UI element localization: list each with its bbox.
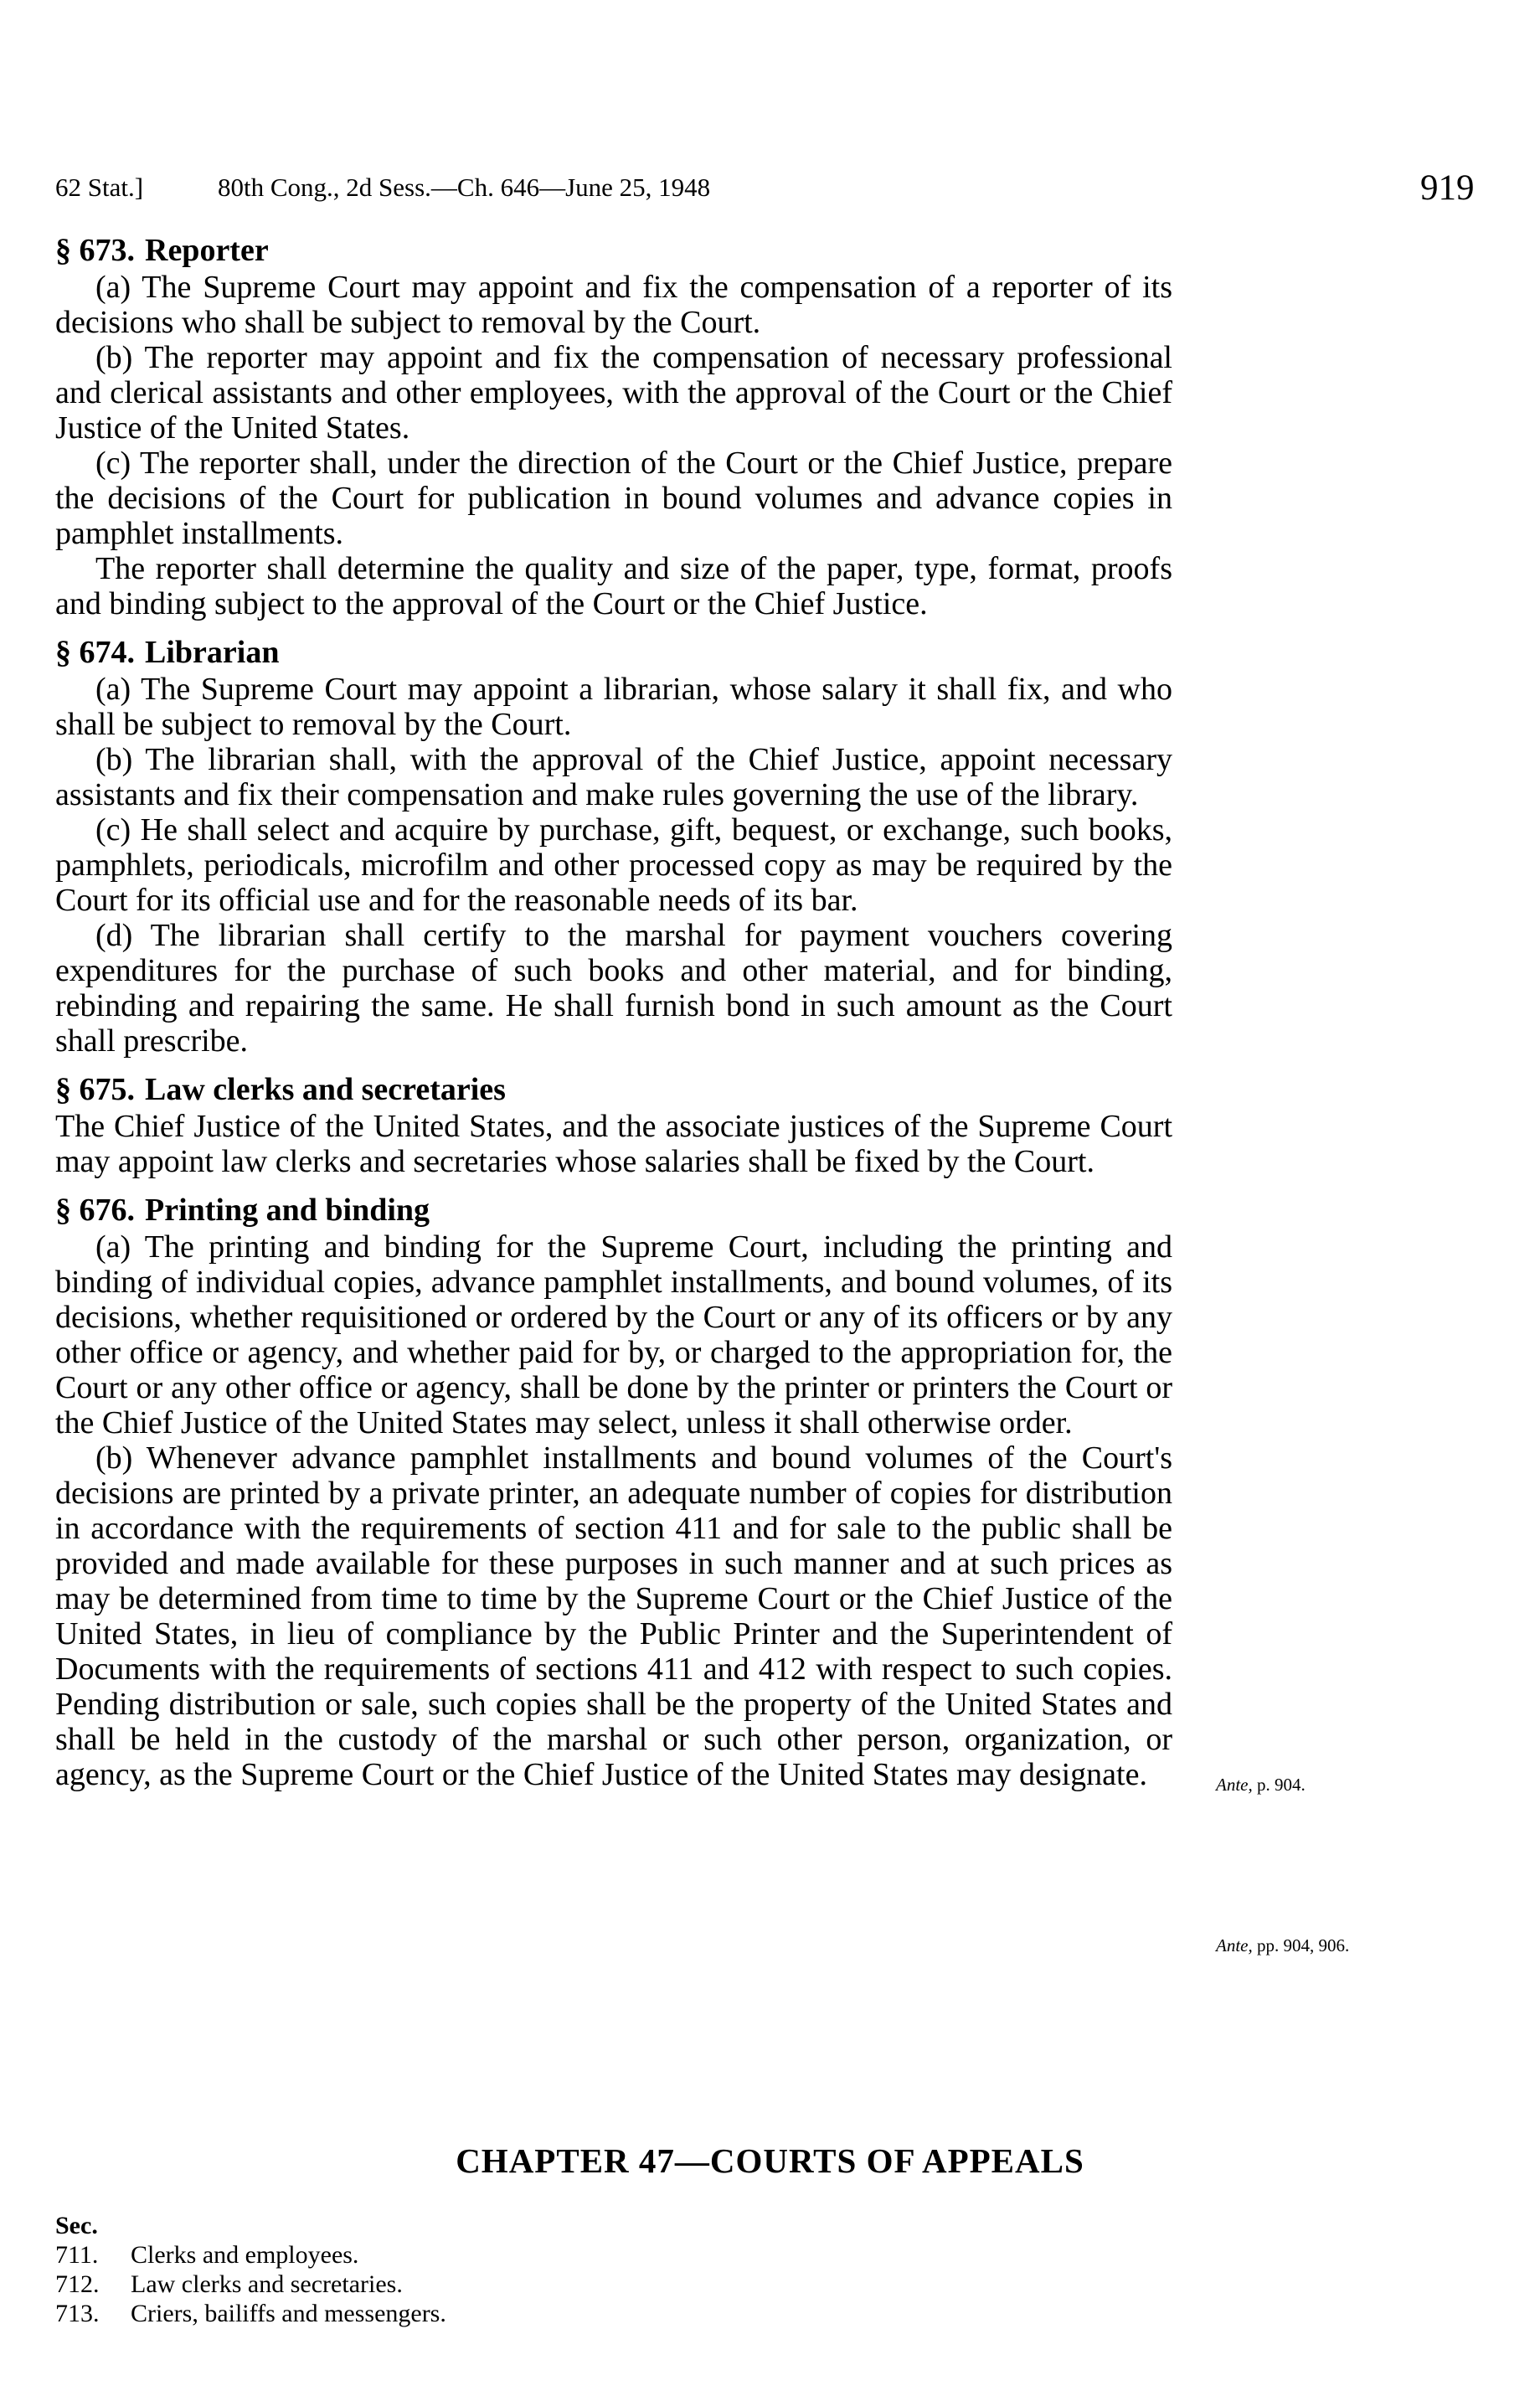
- paragraph: (d) The librarian shall certify to the marshal for payment vouchers covering expenditures for the purchase of such books and other material, and for binding, rebinding and repairing the same. He shall furnish bond in such amount as the Court shall prescribe.: [55, 918, 1172, 1059]
- toc-item-number: 711.: [55, 2241, 99, 2269]
- section-heading: [55, 1191, 1172, 1229]
- chapter-contents: [55, 2211, 446, 2328]
- toc-item-label: Clerks and employees.: [131, 2241, 359, 2269]
- chapter-heading: CHAPTER 47—COURTS OF APPEALS: [456, 2141, 1084, 2180]
- paragraph: (a) The Supreme Court may appoint and fix the compensation of a reporter of its decisions who shall be subject to removal by the Court.: [55, 270, 1172, 340]
- section-title: Law clerks and secretaries: [145, 1072, 506, 1107]
- paragraph: (b) The librarian shall, with the approval of the Chief Justice, appoint necessary assistants and fix their compensation and make rules governing the use of the library.: [55, 742, 1172, 812]
- margin-note-text: p. 904.: [1252, 1775, 1306, 1795]
- section-title: Printing and binding: [145, 1193, 430, 1228]
- page-body: [55, 231, 1172, 1792]
- paragraph: (b) Whenever advance pamphlet installments and bound volumes of the Court's decisions are printed by a private printer, an adequate number of copies for distribution in accordance with the requirements of section 411 and for sale to the public shall be provided and made available for these purposes in such manner and at such prices as may be determined from time to time by the Supreme Court or the Chief Justice of the United States, in lieu of compliance by the Public Printer and the Superintendent of Documents with the requirements of sections 411 and 412 with respect to such copies. Pending distribution or sale, such copies shall be the property of the United States and shall be held in the custody of the marshal or such other person, organization, or agency, as the Supreme Court or the Chief Justice of the United States may designate.: [55, 1440, 1172, 1792]
- margin-note-italic: Ante,: [1216, 1935, 1253, 1955]
- page-number: 919: [1420, 168, 1475, 208]
- margin-note-italic: Ante,: [1216, 1775, 1253, 1795]
- toc-item-label: Criers, bailiffs and messengers.: [131, 2300, 446, 2327]
- toc-heading: Sec.: [55, 2212, 98, 2239]
- paragraph: (a) The printing and binding for the Supreme Court, including the printing and binding of individual copies, advance pamphlet installments, and bound volumes, of its decisions, whether requisitioned or ordered by the Court or any of its officers or by any other office or agency, and whether paid for by, or charged to the appropriation for, the Court or any other office or agency, shall be done by the printer or printers the Court or the Chief Justice of the United States may select, unless it shall otherwise order.: [55, 1229, 1172, 1440]
- section-title: Librarian: [145, 635, 280, 670]
- section-number: § 676.: [55, 1193, 135, 1228]
- paragraph: (c) The reporter shall, under the direction of the Court or the Chief Justice, prepare the decisions of the Court for publication in bound volumes and advance copies in pamphlet installments.: [55, 446, 1172, 551]
- running-head-center: 80th Cong., 2d Sess.—Ch. 646—June 25, 1948: [218, 173, 711, 202]
- paragraph: The Chief Justice of the United States, and the associate justices of the Supreme Court may appoint law clerks and secretaries whose salaries shall be fixed by the Court.: [55, 1109, 1172, 1179]
- section-heading: [55, 1070, 1172, 1109]
- running-head-left: 62 Stat.]: [55, 173, 144, 202]
- paragraph: (a) The Supreme Court may appoint a librarian, whose salary it shall fix, and who shall be subject to removal by the Court.: [55, 672, 1172, 742]
- section-676: [55, 1191, 1172, 1792]
- section-number: § 675.: [55, 1072, 135, 1107]
- section-number: § 674.: [55, 635, 135, 670]
- margin-note-ante-p904: [1216, 1774, 1492, 1796]
- paragraph: The reporter shall determine the quality and size of the paper, type, format, proofs and binding subject to the approval of the Court or the Chief Justice.: [55, 551, 1172, 621]
- section-number: § 673.: [55, 233, 135, 268]
- toc-item-number: 713.: [55, 2300, 100, 2327]
- toc-item: [55, 2240, 446, 2270]
- section-673: [55, 231, 1172, 621]
- paragraph: (b) The reporter may appoint and fix the compensation of necessary professional and clerical assistants and other employees, with the approval of the Court or the Chief Justice of the United States.: [55, 340, 1172, 446]
- section-title: Reporter: [145, 233, 269, 268]
- toc-item-label: Law clerks and secretaries.: [131, 2270, 403, 2298]
- toc-item: [55, 2270, 446, 2299]
- toc-item: [55, 2299, 446, 2328]
- section-heading: [55, 633, 1172, 672]
- section-675: [55, 1070, 1172, 1179]
- section-heading: [55, 231, 1172, 270]
- margin-note-text: pp. 904, 906.: [1252, 1935, 1350, 1955]
- margin-note-ante-pp904-906: [1216, 1935, 1492, 1956]
- toc-item-number: 712.: [55, 2270, 100, 2298]
- paragraph: (c) He shall select and acquire by purchase, gift, bequest, or exchange, such books, pamphlets, periodicals, microfilm and other processed copy as may be required by the Court for its official use and for the reasonable needs of its bar.: [55, 812, 1172, 918]
- section-674: [55, 633, 1172, 1059]
